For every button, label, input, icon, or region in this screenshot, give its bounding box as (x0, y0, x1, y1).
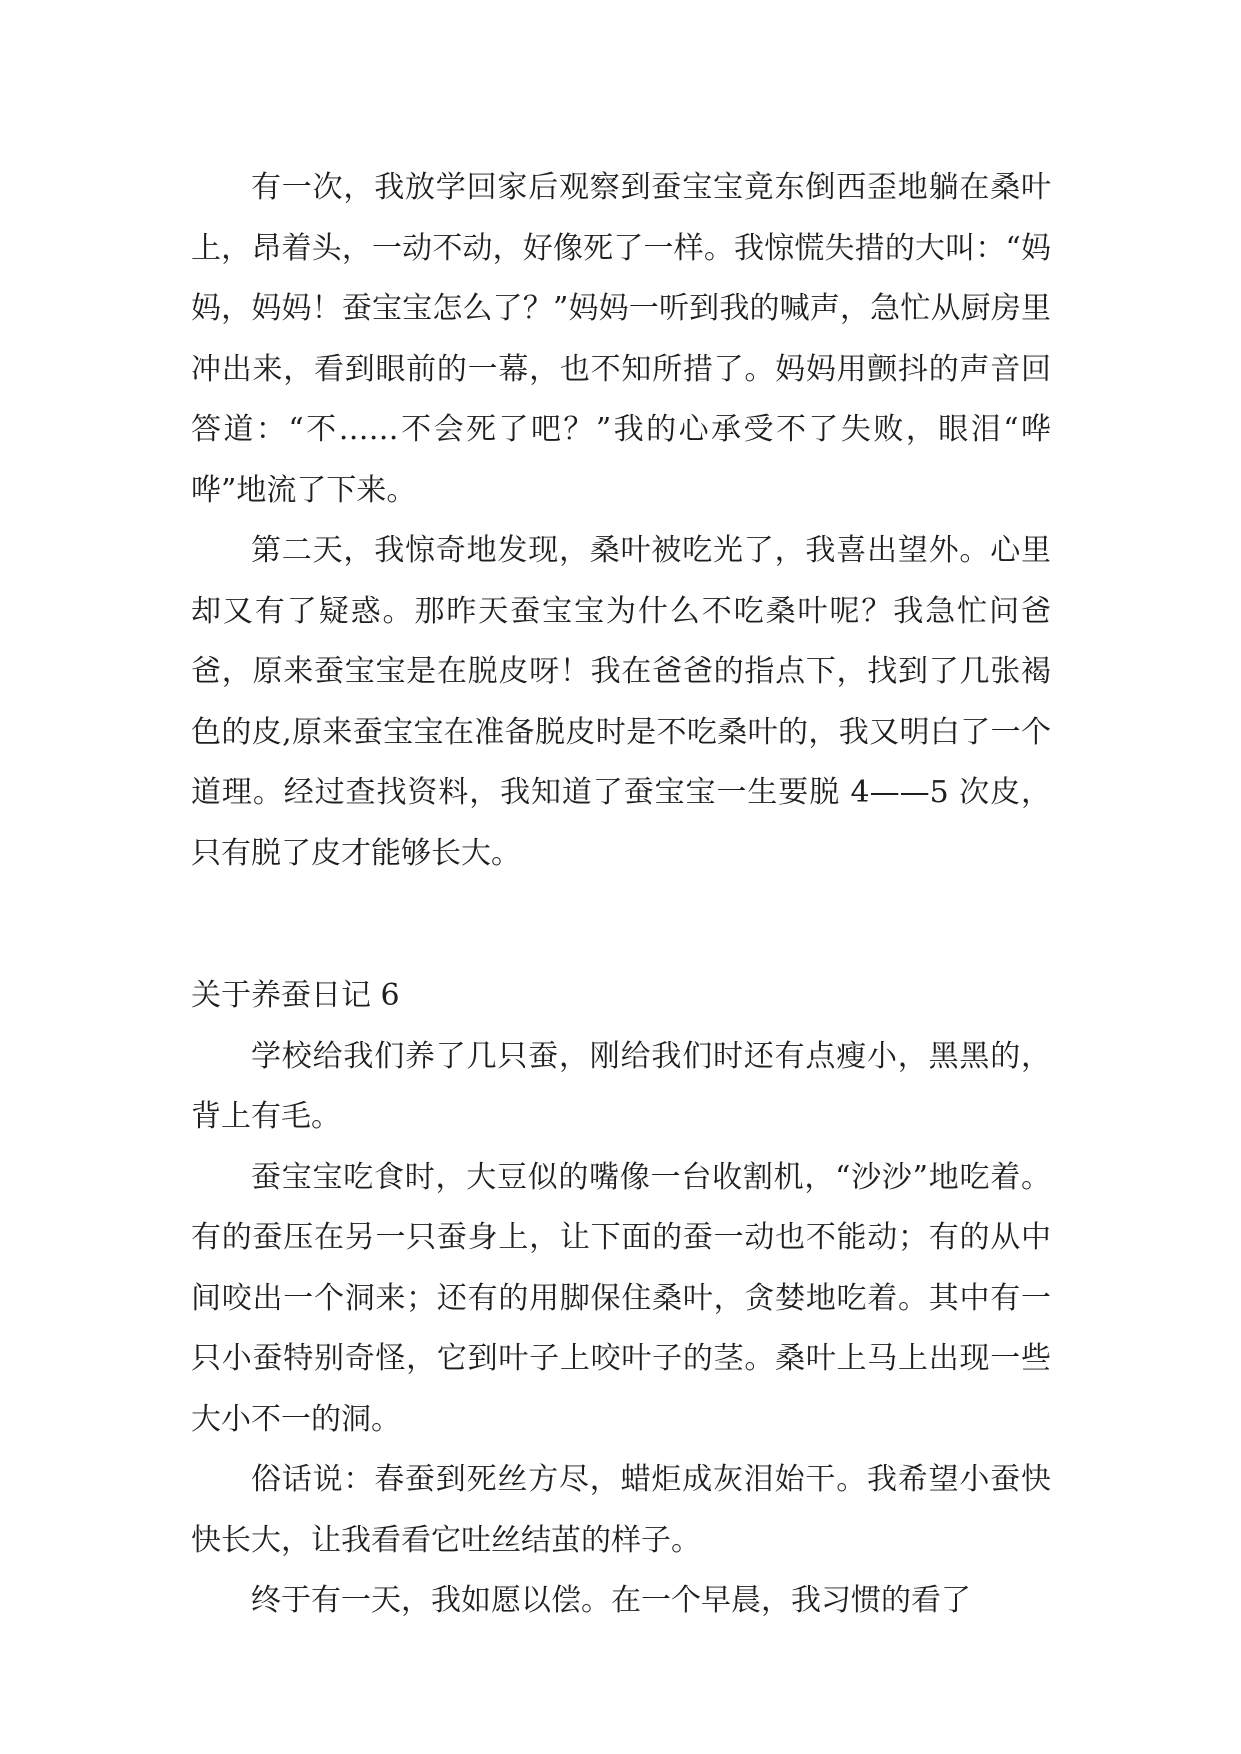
paragraph-silkworm-molting: 第二天，我惊奇地发现，桑叶被吃光了，我喜出望外。心里却又有了疑惑。那昨天蚕宝宝为什么不吃桑叶呢？我急忙问爸爸，原来蚕宝宝是在脱皮呀！我在爸爸的指点下，找到了几张褐色的皮,原来蚕宝宝在准备脱皮时是不吃桑叶的，我又明白了一个道理。经过查找资料，我知道了蚕宝宝一生要脱 4——5 次皮，只有脱了皮才能够长大。 (191, 533, 1051, 871)
paragraph-wish-fulfilled: 终于有一天，我如愿以偿。在一个早晨，我习惯的看了 (251, 1583, 971, 1618)
paragraph-school-silkworms: 学校给我们养了几只蚕，刚给我们时还有点瘦小，黑黑的，背上有毛。 (191, 1038, 1051, 1134)
section-title: 关于养蚕日记 6 (191, 978, 400, 1013)
paragraph-proverb: 俗话说：春蚕到死丝方尽，蜡炬成灰泪始干。我希望小蚕快快长大，让我看看它吐丝结茧的样子。 (191, 1462, 1051, 1558)
paragraph-silkworm-motionless: 有一次，我放学回家后观察到蚕宝宝竟东倒西歪地躺在桑叶上，昂着头，一动不动，好像死了一样。我惊慌失措的大叫：“妈妈，妈妈！蚕宝宝怎么了？”妈妈一听到我的喊声，急忙从厨房里冲出来，看到眼前的一幕，也不知所措了。妈妈用颤抖的声音回答道：“不……不会死了吧？”我的心承受不了失败，眼泪“哗哗”地流了下来。 (191, 170, 1051, 508)
paragraph-silkworm-eating: 蚕宝宝吃食时，大豆似的嘴像一台收割机，“沙沙”地吃着。有的蚕压在另一只蚕身上，让下面的蚕一动也不能动；有的从中间咬出一个洞来；还有的用脚保住桑叶，贪婪地吃着。其中有一只小蚕特别奇怪，它到叶子上咬叶子的茎。桑叶上马上出现一些大小不一的洞。 (191, 1159, 1051, 1437)
document-body (191, 158, 1051, 1632)
